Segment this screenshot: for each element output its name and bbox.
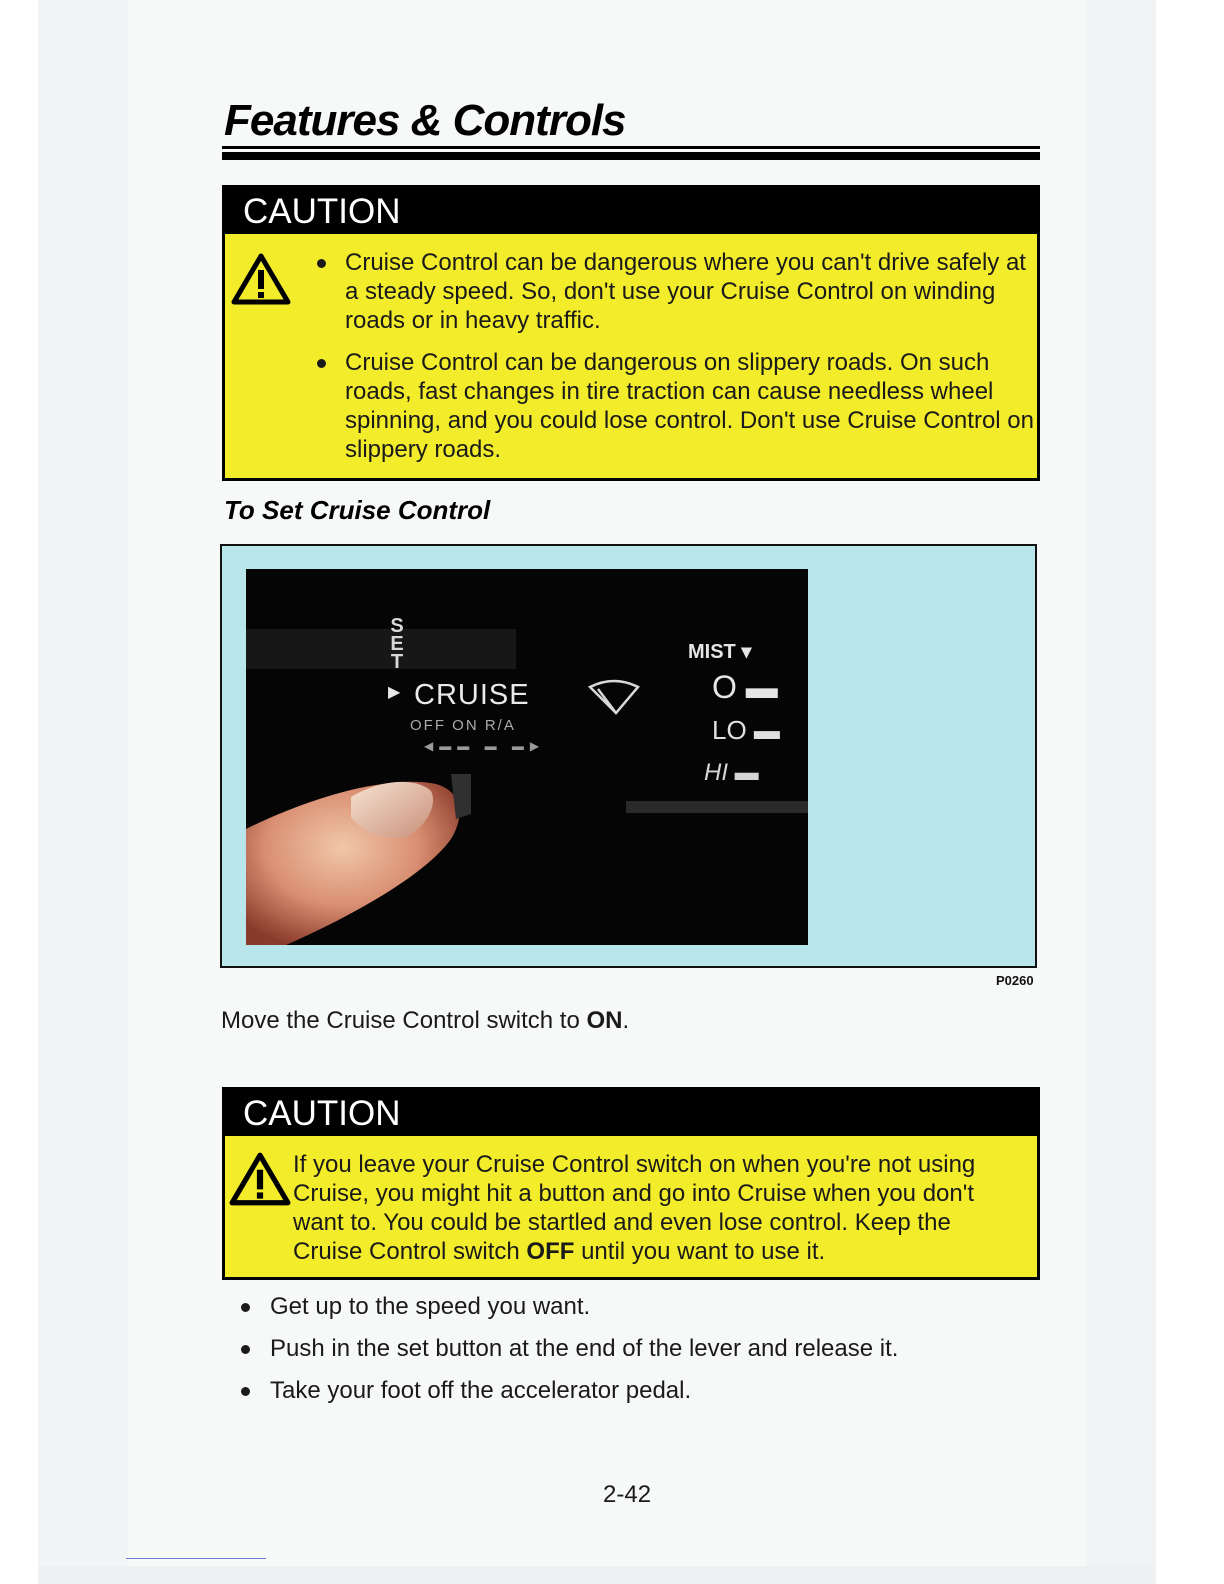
figure-code: P0260 [996,973,1034,988]
title-rule-thick [222,152,1040,160]
list-item: Push in the set button at the end of the lever and release it. [270,1334,898,1363]
cruise-control-figure [220,544,1037,968]
cruise-label: CRUISE [414,679,530,711]
bottom-strip [38,1566,1156,1584]
cruise-positions-label: OFF ON R/A [410,717,516,734]
cruise-switch-photo [246,569,808,945]
position-marks: ◀▬▬ ▬ ▬▶ [424,739,546,753]
steps-list [270,1292,898,1418]
caution-item: Cruise Control can be dangerous on slippery roads. On such roads, fast changes in tire traction can cause needless wheel spinning, and you could lose control. Don't use Cruise Control on slippery roads. [345,348,1035,464]
bullet-icon [241,1303,250,1312]
bullet-icon [317,359,326,368]
off-position-label: O ▬ [712,669,778,705]
page-title: Features & Controls [224,96,626,145]
bullet-icon [241,1387,250,1396]
caution-heading: CAUTION [225,188,1037,234]
bullet-icon [241,1345,250,1354]
instruction-text: Move the Cruise Control switch to ON. [221,1007,630,1034]
list-item: Get up to the speed you want. [270,1292,898,1321]
right-margin [1086,0,1156,1584]
bullet-icon [317,259,326,268]
set-label: SET [390,615,404,673]
lo-label: LO ▬ [712,715,780,745]
hi-label: HI ▬ [704,759,759,786]
caution-item: Cruise Control can be dangerous where you can't drive safely at a steady speed. So, don't use your Cruise Control on winding roads or in heavy traffic. [345,248,1035,335]
warning-triangle-icon [229,1152,291,1206]
arrow-right-icon: ▶ [388,684,401,701]
bottom-link-underline [126,1558,266,1559]
warning-triangle-icon [231,253,291,305]
list-item: Take your foot off the accelerator pedal. [270,1376,898,1405]
page-number: 2-42 [603,1481,652,1508]
stalk-illustration [246,569,808,945]
caution-text: If you leave your Cruise Control switch on when you're not using Cruise, you might hit a button and go into Cruise when you don't want to. You could be startled and even lose control. Keep the Cruise Control switch OFF until you want to use it. [293,1151,976,1265]
title-rule-thin [222,146,1040,149]
wiper-icon [586,677,642,723]
caution-list [345,248,1035,477]
caution-heading: CAUTION [225,1090,1037,1136]
caution-box-1 [222,185,1040,481]
sheet-shadow [38,0,128,1584]
mist-label: MIST ▾ [688,641,752,663]
section-subheading: To Set Cruise Control [224,495,491,525]
caution-box-2 [222,1087,1040,1280]
outer-margin [0,0,38,1584]
